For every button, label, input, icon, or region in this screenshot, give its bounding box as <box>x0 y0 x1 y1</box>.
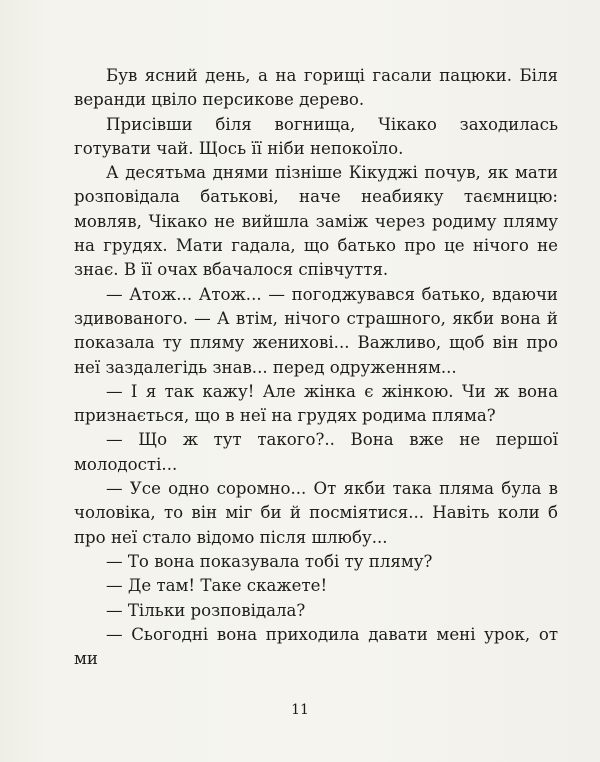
paragraph-8: — То вона показувала тобі ту пляму? <box>106 551 433 571</box>
paragraph-3: А десятьма днями пізніше Кікуджі почув, як мати розповідала батькові, наче неабияку таємницю: мовляв, Чікако не вийшла заміж через родиму пляму на грудях. Мати гадала, що батько про це нічого не знає. В її очах вбачалося співчуття. <box>74 163 558 280</box>
paragraph-1: Був ясний день, а на горищі гасали пацюки. Біля веранди цвіло персикове дерево. <box>74 66 558 110</box>
body-text <box>74 64 558 671</box>
page-number: 11 <box>291 702 309 718</box>
paragraph-4: — Атож... Атож... — погоджувався батько, вдаючи здивованого. — А втім, нічого страшного, якби вона й показала ту пляму женихові... Важливо, щоб він про неї заздалегідь знав... перед одруженням... <box>74 284 558 377</box>
paragraph-10: — Тільки розповідала? <box>106 600 306 620</box>
paragraph-7: — Усе одно соромно... От якби така пляма була в чоловіка, то він міг би й посміятися... Навіть коли б про неї стало відомо після шлюбу... <box>74 479 558 547</box>
paragraph-6: — Що ж тут такого?.. Вона вже не першої молодості... <box>74 430 558 474</box>
paragraph-11: — Сьогодні вона приходила давати мені урок, от ми <box>74 624 558 669</box>
paragraph-9: — Де там! Таке скажете! <box>106 576 328 596</box>
paragraph-2: Присівши біля вогнища, Чікако заходилась готувати чай. Щось її ніби непокоїло. <box>74 114 558 158</box>
paragraph-5: — І я так кажу! Але жінка є жінкою. Чи ж вона признається, що в неї на грудях родима пляма? <box>74 381 558 426</box>
